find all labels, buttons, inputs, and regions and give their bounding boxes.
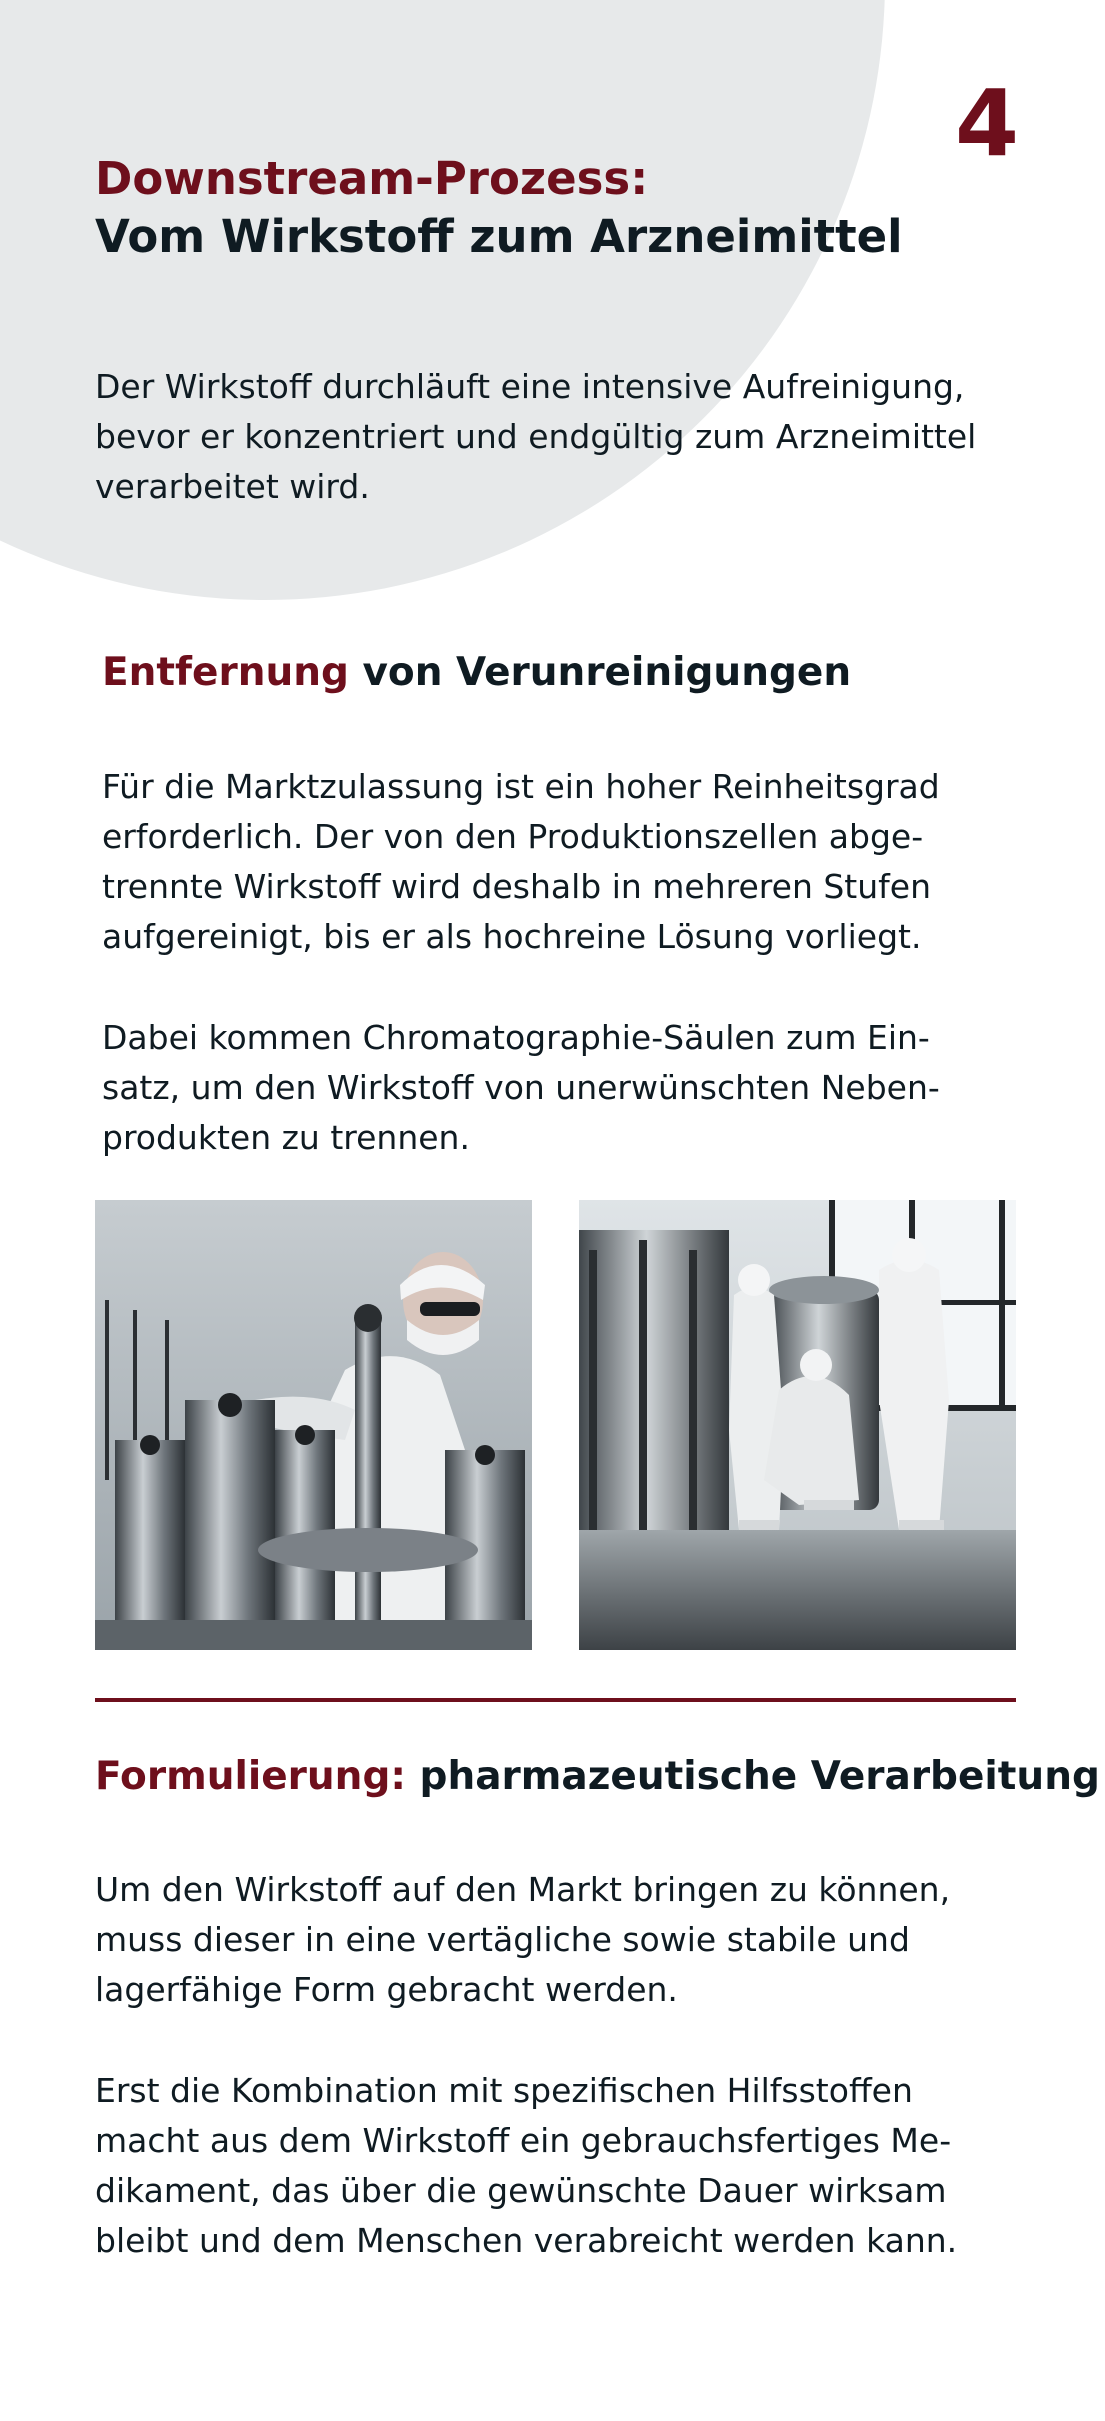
purification-paragraph-1: [102, 762, 1002, 962]
heading-rest: pharmazeutische Verarbeitung: [405, 1754, 1100, 1799]
paragraph-line: macht aus dem Wirkstoff ein gebrauchsfertiges Me-: [95, 2121, 952, 2160]
paragraph-line: Für die Marktzulassung ist ein hoher Reinheitsgrad: [102, 767, 940, 806]
heading-accent: Formulierung:: [95, 1754, 406, 1799]
section-divider: [95, 1698, 1016, 1702]
photo-production-hall-image: [579, 1200, 1016, 1650]
formulation-paragraph-1: [95, 1865, 1015, 2015]
paragraph-line: aufgereinigt, bis er als hochreine Lösung vorliegt.: [102, 917, 922, 956]
intro-line: verarbeitet wird.: [95, 467, 370, 506]
paragraph-line: bleibt und dem Menschen verabreicht werden kann.: [95, 2221, 958, 2260]
paragraph-line: lagerfähige Form gebracht werden.: [95, 1970, 678, 2009]
section-heading-purification: [102, 648, 851, 698]
photo-production-hall: [579, 1200, 1016, 1650]
paragraph-line: muss dieser in eine vertägliche sowie stabile und: [95, 1920, 910, 1959]
page-title: [95, 150, 975, 266]
heading-accent: Entfernung: [102, 650, 349, 695]
paragraph-line: satz, um den Wirkstoff von unerwünschten Neben-: [102, 1068, 940, 1107]
paragraph-line: erforderlich. Der von den Produktionszellen abge-: [102, 817, 924, 856]
paragraph-line: produkten zu trennen.: [102, 1118, 470, 1157]
paragraph-line: Dabei kommen Chromatographie-Säulen zum Ein-: [102, 1018, 930, 1057]
page-number: 4: [954, 70, 1019, 177]
title-red-line: Downstream-Prozess:: [95, 152, 649, 205]
photo-technician-chromatography: [95, 1200, 532, 1650]
section-heading-formulation: [95, 1752, 1100, 1802]
intro-paragraph: [95, 362, 1015, 512]
paragraph-line: dikament, das über die gewünschte Dauer wirksam: [95, 2171, 947, 2210]
title-dark-line: Vom Wirkstoff zum Arzneimittel: [95, 210, 903, 263]
formulation-paragraph-2: [95, 2066, 1015, 2266]
purification-paragraph-2: [102, 1013, 1002, 1163]
heading-rest: von Verunreinigungen: [348, 650, 852, 695]
intro-line: bevor er konzentriert und endgültig zum Arzneimittel: [95, 417, 977, 456]
intro-line: Der Wirkstoff durchläuft eine intensive Aufreinigung,: [95, 367, 965, 406]
paragraph-line: trennte Wirkstoff wird deshalb in mehreren Stufen: [102, 867, 931, 906]
paragraph-line: Um den Wirkstoff auf den Markt bringen zu können,: [95, 1870, 951, 1909]
paragraph-line: Erst die Kombination mit spezifischen Hilfsstoffen: [95, 2071, 913, 2110]
photo-technician-chromatography-image: [95, 1200, 532, 1650]
